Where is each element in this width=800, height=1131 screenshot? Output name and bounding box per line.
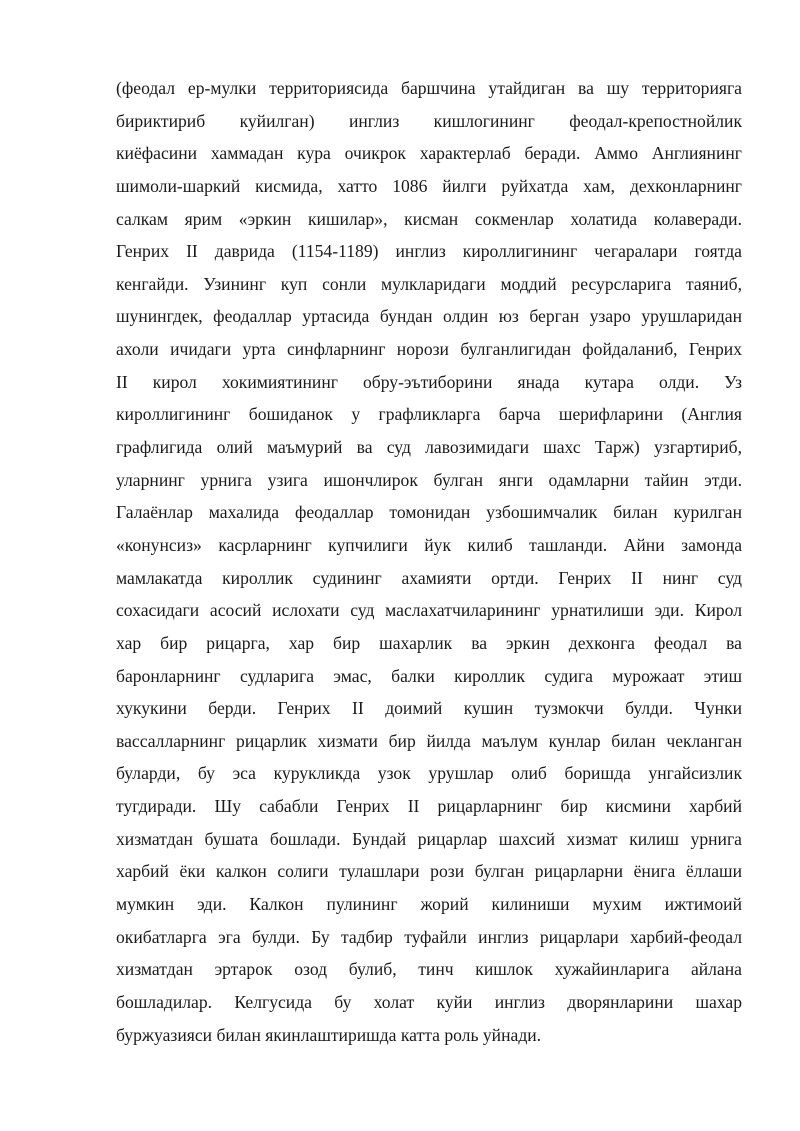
text-line: (феодал ер-мулки территориясида баршчина утайдиган ва шу территорияга [116, 78, 742, 98]
text-line: буларди, бу эса курукликда узок урушлар олиб боришда унгайсизлик [116, 763, 742, 784]
text-line: мамлакатда кироллик судининг ахамияти ортди. Генрих II нинг суд [116, 567, 742, 588]
text-line: кенгайди. Узининг куп сонли мулкларидаги моддий ресурсларига таяниб, [116, 273, 742, 294]
text-line: окибатларга эга булди. Бу тадбир туфайли инглиз рицарлари харбий-феодал [116, 926, 742, 947]
text-line: кироллигининг бошиданок у графликларга барча шерифларини (Англия [116, 404, 742, 425]
text-line: вассалларнинг рицарлик хизмати бир йилда маълум кунлар билан чекланган [116, 730, 742, 751]
text-line: хизматдан бушата бошлади. Бундай рицарлар шахсий хизмат килиш урнига [116, 828, 742, 849]
text-line: Галаёнлар махалида феодаллар томонидан узбошимчалик билан курилган [116, 502, 742, 523]
text-line: хизматдан эртарок озод булиб, тинч кишлок хужайинларига айлана [116, 959, 742, 980]
text-line: харбий ёки калкон солиги тулашлари рози булган рицарларни ёнига ёллаши [116, 861, 742, 882]
text-line: бошладилар. Келгусида бу холат куйи инглиз дворянларини шахар [116, 991, 742, 1012]
text-line: шимоли-шаркий кисмида, хатто 1086 йилги руйхатда хам, дехконларнинг [116, 175, 742, 196]
text-line: графлигида олий маъмурий ва суд лавозимидаги шахс Тарж) узгартириб, [116, 437, 742, 458]
document-page [116, 72, 742, 1051]
text-line: II кирол хокимиятининг обру-эътиборини янада кутара олди. Уз [116, 371, 742, 392]
text-line: ахоли ичидаги урта синфларнинг норози булганлигидан фойдаланиб, Генрих [116, 339, 742, 360]
text-line: салкам ярим «эркин кишилар», кисман сокменлар холатида колаверади. [116, 208, 742, 229]
text-line: мумкин эди. Калкон пулининг жорий килиниши мухим ижтимоий [116, 894, 742, 915]
text-line: баронларнинг судларига эмас, балки кироллик судига мурожаат этиш [116, 665, 742, 686]
text-line: буржуазияси билан якинлаштиришда катта роль уйнади. [116, 1024, 542, 1045]
text-line: шунингдек, феодаллар уртасида бундан олдин юз берган узаро урушларидан [116, 306, 742, 327]
text-line: хар бир рицарга, хар бир шахарлик ва эркин дехконга феодал ва [116, 632, 742, 653]
text-line: Генрих II даврида (1154-1189) инглиз кироллигининг чегаралари гоятда [116, 241, 742, 262]
text-line: «конунсиз» касрларнинг купчилиги йук килиб ташланди. Айни замонда [116, 534, 742, 555]
text-line: киёфасини хаммадан кура очикрок характерлаб беради. Аммо Англиянинг [116, 143, 742, 164]
text-line: уларнинг урнига узига ишончлирок булган янги одамларни тайин этди. [116, 469, 742, 490]
text-line: бириктириб куйилган) инглиз кишлогининг феодал-крепостнойлик [116, 110, 742, 131]
text-line: сохасидаги асосий ислохати суд маслахатчиларининг урнатилиши эди. Кирол [116, 600, 742, 621]
text-line: хукукини берди. Генрих II доимий кушин тузмокчи булди. Чунки [116, 698, 742, 719]
text-line: тугдиради. Шу сабабли Генрих II рицарларнинг бир кисмини харбий [116, 796, 742, 817]
